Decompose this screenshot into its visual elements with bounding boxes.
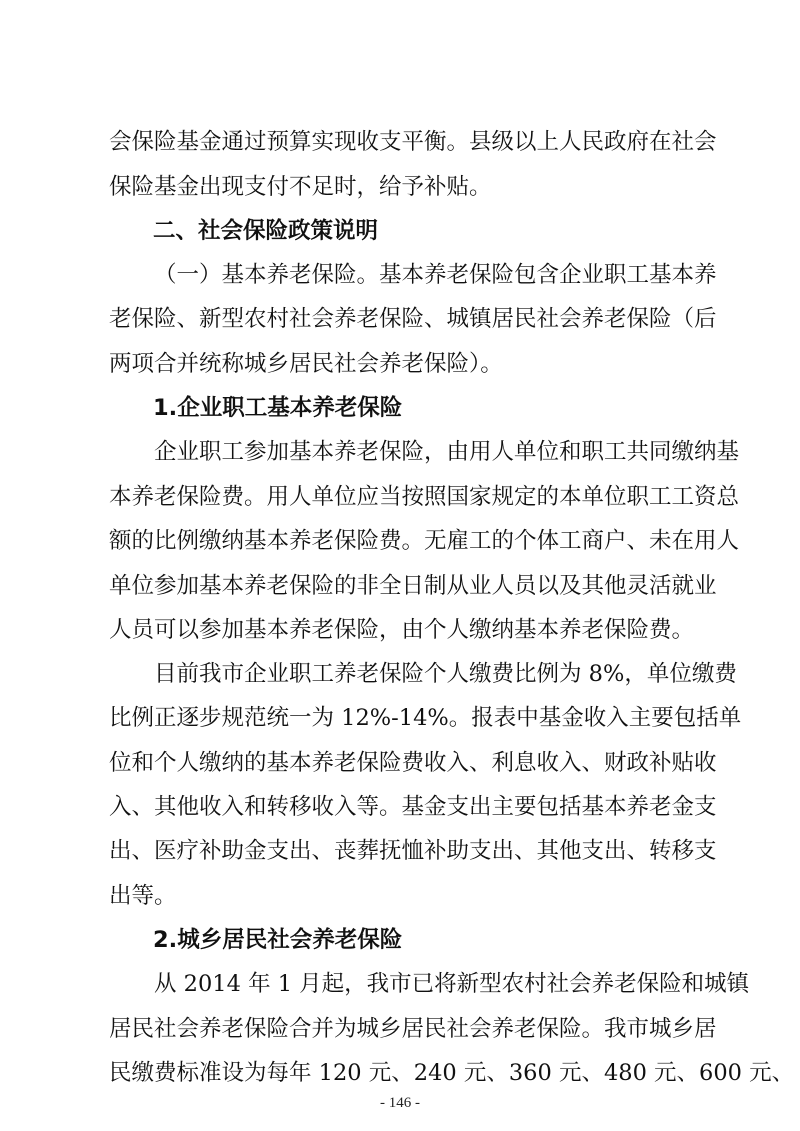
paragraph-line: 出等。 <box>109 883 177 909</box>
paragraph-line: 本养老保险费。用人单位应当按照国家规定的本单位职工工资总 <box>109 484 740 510</box>
paragraph-line: 位和个人缴纳的基本养老保险费收入、利息收入、财政补贴收 <box>109 750 717 776</box>
paragraph-line: 额的比例缴纳基本养老保险费。无雇工的个体工商户、未在用人 <box>109 528 740 554</box>
paragraph-line: 企业职工参加基本养老保险，由用人单位和职工共同缴纳基 <box>154 439 740 465</box>
paragraph-line: 从 2014 年 1 月起，我市已将新型农村社会养老保险和城镇 <box>154 971 750 997</box>
paragraph-line: （一）基本养老保险。基本养老保险包含企业职工基本养 <box>154 262 717 288</box>
paragraph-line: 人员可以参加基本养老保险，由个人缴纳基本养老保险费。 <box>109 617 695 643</box>
subsection-heading: 2.城乡居民社会养老保险 <box>153 927 403 953</box>
paragraph-line: 保险基金出现支付不足时，给予补贴。 <box>109 174 492 200</box>
paragraph-line: 民缴费标准设为每年 120 元、240 元、360 元、480 元、600 元、 <box>109 1060 795 1086</box>
section-heading: 二、社会保险政策说明 <box>153 218 379 244</box>
paragraph-line: 老保险、新型农村社会养老保险、城镇居民社会养老保险（后 <box>109 306 717 332</box>
paragraph-line: 出、医疗补助金支出、丧葬抚恤补助支出、其他支出、转移支 <box>109 838 717 864</box>
paragraph-line: 单位参加基本养老保险的非全日制从业人员以及其他灵活就业 <box>109 573 717 599</box>
paragraph-line: 入、其他收入和转移收入等。基金支出主要包括基本养老金支 <box>109 794 717 820</box>
paragraph-line: 目前我市企业职工养老保险个人缴费比例为 8%，单位缴费 <box>154 661 737 687</box>
paragraph-line: 两项合并统称城乡居民社会养老保险）。 <box>109 351 503 377</box>
page-number: - 146 - <box>380 1095 420 1111</box>
paragraph-line: 居民社会养老保险合并为城乡居民社会养老保险。我市城乡居 <box>109 1016 717 1042</box>
subsection-heading: 1.企业职工基本养老保险 <box>153 395 403 421</box>
paragraph-line: 比例正逐步规范统一为 12%-14%。报表中基金收入主要包括单 <box>109 705 742 731</box>
paragraph-line: 会保险基金通过预算实现收支平衡。县级以上人民政府在社会 <box>109 129 717 155</box>
